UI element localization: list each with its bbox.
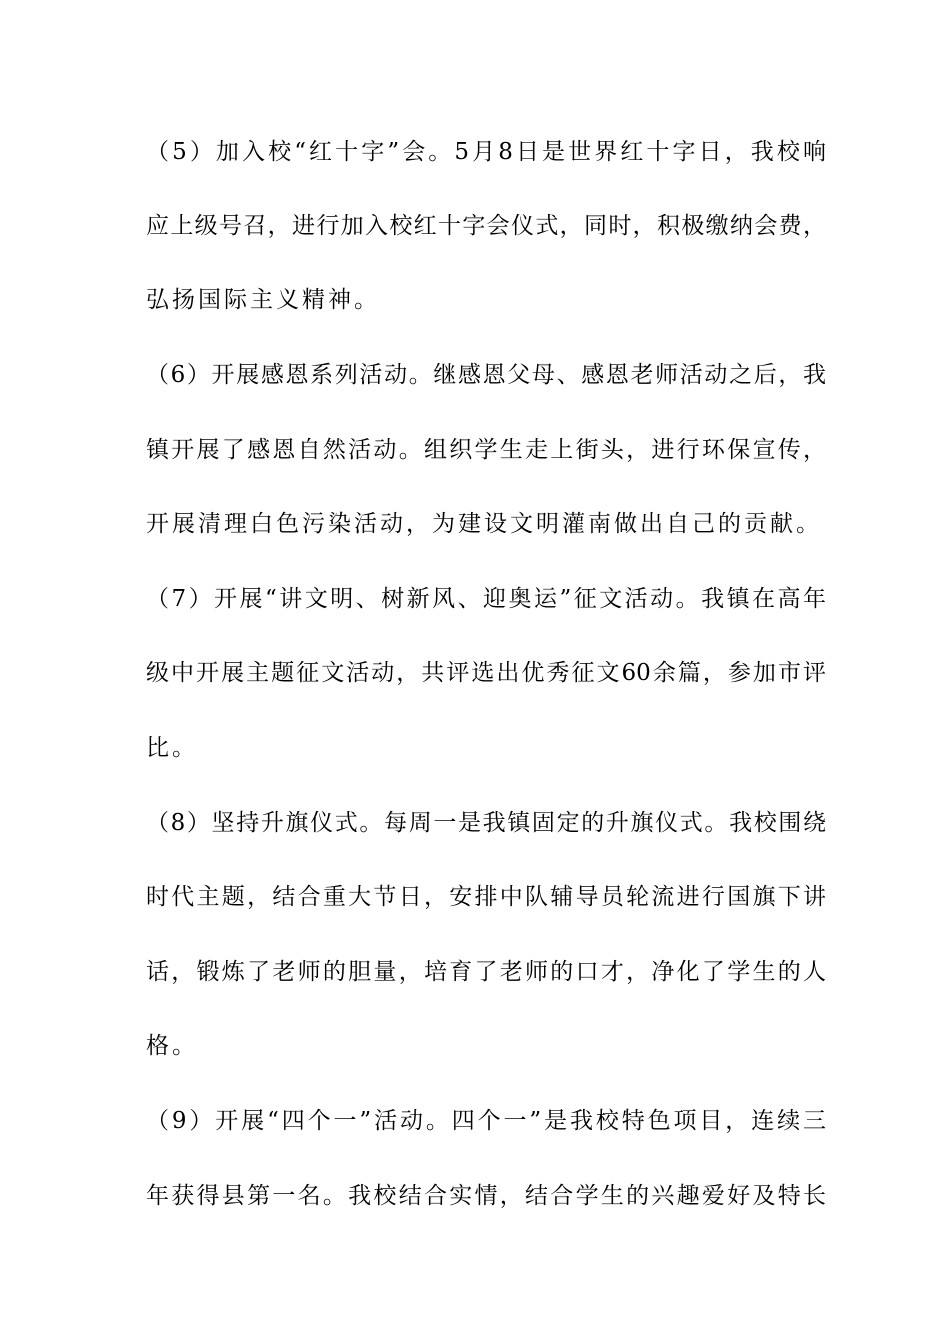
text-line: 镇开展了感恩自然活动。组织学生走上街头，进行环保宣传， (146, 437, 826, 463)
text-line: 弘扬国际主义精神。 (146, 287, 380, 313)
text-line: 应上级号召，进行加入校红十字会仪式，同时，积极缴纳会费， (146, 213, 826, 239)
text-line: 时代主题，结合重大节日，安排中队辅导员轮流进行国旗下讲 (146, 884, 826, 910)
text-line: 年获得县第一名。我校结合实情，结合学生的兴趣爱好及特长 (146, 1183, 826, 1209)
text-line: （9）开展“四个一”活动。四个一”是我校特色项目，连续三 (146, 1108, 826, 1134)
text-line: 话，锻炼了老师的胆量，培育了老师的口才，净化了学生的人 (146, 959, 826, 985)
text-line: 级中开展主题征文活动，共评选出优秀征文60余篇，参加市评 (146, 660, 826, 686)
text-line: （7）开展“讲文明、树新风、迎奥运”征文活动。我镇在高年 (146, 586, 826, 612)
text-line: （8）坚持升旗仪式。每周一是我镇固定的升旗仪式。我校围绕 (146, 810, 826, 836)
text-line: 开展清理白色污染活动，为建设文明灌南做出自己的贡献。 (146, 511, 822, 537)
text-line: 格。 (146, 1033, 198, 1059)
text-line: （6）开展感恩系列活动。继感恩父母、感恩老师活动之后，我 (146, 362, 826, 388)
text-line: （5）加入校“红十字”会。5月8日是世界红十字日，我校响 (146, 139, 826, 165)
text-line: 比。 (146, 735, 198, 761)
